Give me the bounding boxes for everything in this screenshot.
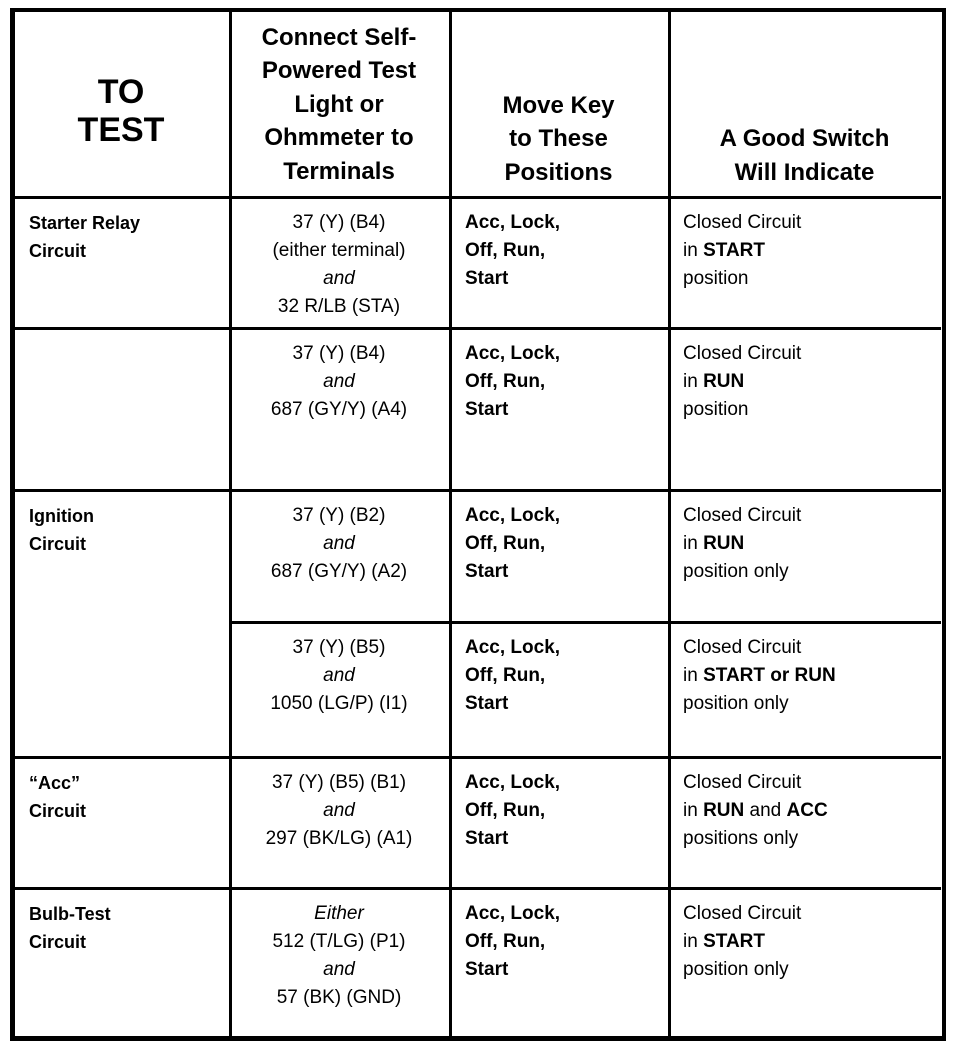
test-cell (13, 622, 229, 634)
text-line: Starter Relay (29, 213, 141, 233)
text-line: Start (465, 399, 509, 420)
text-line: Positions (504, 158, 613, 186)
indicate-cell (668, 757, 941, 853)
text-line: TEST (77, 110, 165, 149)
text-line: Powered Test (261, 57, 417, 85)
text-segment: position (683, 268, 749, 289)
text-line: 37 (Y) (B4) (292, 343, 386, 364)
text-segment: Closed Circuit (683, 505, 802, 526)
text-line: 32 R/LB (STA) (277, 296, 401, 317)
test-cell (13, 490, 229, 558)
text-line (683, 900, 941, 928)
text-line: and (323, 800, 355, 821)
text-line: Start (465, 693, 509, 714)
text-segment: in (683, 533, 704, 554)
header-col3 (449, 12, 668, 197)
text-segment: START (703, 931, 765, 952)
text-line: Bulb-Test (29, 904, 111, 924)
positions-cell (449, 888, 668, 984)
text-line: 512 (T/LG) (P1) (272, 931, 406, 952)
text-segment: positions only (683, 828, 799, 849)
text-line: Ohmmeter to (264, 124, 414, 152)
text-line: and (323, 665, 355, 686)
text-segment: RUN (703, 800, 745, 821)
text-line: Off, Run, (465, 665, 546, 686)
text-line (683, 662, 941, 690)
text-segment: in (683, 371, 704, 392)
text-line: Acc, Lock, (465, 505, 561, 526)
terminals-cell (229, 490, 449, 586)
text-segment: Closed Circuit (683, 772, 802, 793)
text-line: Either (314, 903, 364, 924)
text-line: and (323, 371, 355, 392)
text-segment: RUN (703, 371, 745, 392)
test-cell (13, 328, 229, 340)
indicate-cell (668, 197, 941, 293)
text-line: 297 (BK/LG) (A1) (265, 828, 413, 849)
text-line: 687 (GY/Y) (A2) (270, 561, 408, 582)
text-line (683, 396, 941, 424)
text-line (683, 797, 941, 825)
text-segment: RUN (703, 533, 745, 554)
test-cell (13, 197, 229, 265)
text-line: Circuit (29, 534, 87, 554)
text-segment: and (744, 800, 787, 821)
text-segment: Closed Circuit (683, 903, 802, 924)
text-line: Start (465, 828, 509, 849)
text-segment: Closed Circuit (683, 212, 802, 233)
text-line (683, 368, 941, 396)
text-segment: in (683, 240, 704, 261)
text-line: Circuit (29, 801, 87, 821)
text-line: Light or (294, 90, 384, 118)
text-segment: Closed Circuit (683, 637, 802, 658)
indicate-cell (668, 888, 941, 984)
text-line: Off, Run, (465, 533, 546, 554)
text-line: Start (465, 959, 509, 980)
text-line (683, 530, 941, 558)
header-col4 (668, 12, 941, 197)
terminals-cell (229, 888, 449, 1012)
text-line (683, 209, 941, 237)
text-line: Terminals (283, 157, 395, 185)
positions-cell (449, 622, 668, 718)
text-line: and (323, 959, 355, 980)
positions-cell (449, 328, 668, 424)
text-line: Acc, Lock, (465, 903, 561, 924)
text-line: and (323, 533, 355, 554)
test-cell (13, 757, 229, 825)
header-col1 (13, 18, 229, 203)
text-segment: position only (683, 693, 789, 714)
indicate-cell (668, 622, 941, 718)
text-line: Ignition (29, 506, 94, 526)
text-line (683, 634, 941, 662)
text-segment: ACC (786, 800, 828, 821)
text-line: 57 (BK) (GND) (276, 987, 402, 1008)
text-line: Acc, Lock, (465, 772, 561, 793)
terminals-cell (229, 197, 449, 321)
text-line: and (323, 268, 355, 289)
text-line: Off, Run, (465, 240, 546, 261)
text-line: 1050 (LG/P) (I1) (270, 693, 408, 714)
text-line: Acc, Lock, (465, 212, 561, 233)
text-segment: START (703, 240, 765, 261)
text-segment: position only (683, 561, 789, 582)
header-col2 (229, 12, 449, 197)
text-line: to These (509, 125, 608, 152)
text-line: “Acc” (29, 773, 81, 793)
terminals-cell (229, 757, 449, 853)
text-line (683, 502, 941, 530)
text-segment: in (683, 665, 704, 686)
text-line (683, 265, 941, 293)
indicate-cell (668, 328, 941, 424)
text-line (683, 956, 941, 984)
text-line: 37 (Y) (B5) (292, 637, 386, 658)
text-line: TO (97, 72, 145, 111)
text-segment: position (683, 399, 749, 420)
text-line: Connect Self- (261, 23, 417, 51)
text-line (683, 690, 941, 718)
text-line: Acc, Lock, (465, 343, 561, 364)
terminals-cell (229, 328, 449, 424)
positions-cell (449, 490, 668, 586)
text-segment: in (683, 931, 704, 952)
text-line: Circuit (29, 241, 87, 261)
text-segment: Closed Circuit (683, 343, 802, 364)
positions-cell (449, 197, 668, 293)
text-line: Will Indicate (734, 158, 875, 186)
text-segment: in (683, 800, 704, 821)
text-segment: position only (683, 959, 789, 980)
text-line: Move Key (502, 91, 615, 119)
text-line (683, 237, 941, 265)
text-line: 687 (GY/Y) (A4) (270, 399, 408, 420)
text-segment: START or RUN (703, 665, 836, 686)
indicate-cell (668, 490, 941, 586)
text-line: 37 (Y) (B5) (B1) (271, 772, 407, 793)
text-line: Off, Run, (465, 931, 546, 952)
text-line (683, 558, 941, 586)
text-line: A Good Switch (719, 125, 890, 152)
text-line: Start (465, 561, 509, 582)
text-line (683, 769, 941, 797)
text-line: Off, Run, (465, 800, 546, 821)
text-line: Circuit (29, 932, 87, 952)
terminals-cell (229, 622, 449, 718)
text-line (683, 340, 941, 368)
text-line: Acc, Lock, (465, 637, 561, 658)
text-line: Off, Run, (465, 371, 546, 392)
positions-cell (449, 757, 668, 853)
text-line: Start (465, 268, 509, 289)
text-line (683, 825, 941, 853)
text-line: 37 (Y) (B4) (292, 212, 386, 233)
test-cell (13, 888, 229, 956)
text-line (683, 928, 941, 956)
text-line: 37 (Y) (B2) (292, 505, 386, 526)
text-line: (either terminal) (272, 240, 406, 261)
